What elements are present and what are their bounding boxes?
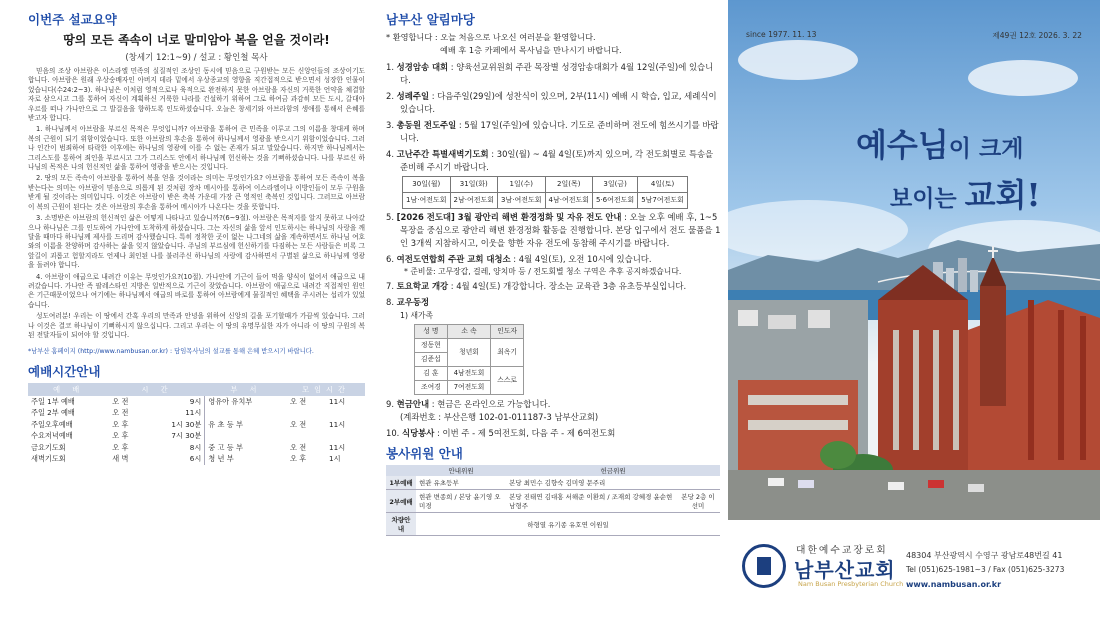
schedule-day: 2일(목) [545, 177, 593, 193]
notice-body: : 오늘 오후 예배 후, 1~5목장을 중심으로 광안리 해변 환경정화 활동을 진행합니다. 본당 입구에서 전도 물품을 1인 3개씩 지참하시고, 이웃을 향한 자유 전도에 동참해 주시기를 바랍니다. [400, 212, 721, 248]
notice-body: : 30일(월) ~ 4월 4일(토)까지 있으며, 각 전도회별로 특송을 준비해 주시기 바랍니다. [400, 149, 714, 172]
table-row [28, 419, 365, 430]
worship-name: 주일 1부 예배 [31, 397, 75, 407]
notice-heading: 성경암송 대회 [396, 62, 449, 72]
volunteer-offer: 본당 최민수 김향숙 김미영 문주리 [506, 476, 720, 490]
worship-period: 새 벽 [112, 454, 129, 464]
worship-time: 6시 [189, 454, 202, 464]
sermon-column [28, 10, 365, 465]
notice-heading: 총동원 전도주일 [396, 120, 457, 130]
church-address: 48304 부산광역시 수영구 광남로48번길 41 [906, 551, 1063, 560]
account-number: (계좌번호 : 부산은행 102-01-011187-3 남부산교회) [400, 412, 599, 422]
worship-name: 주일 2부 예배 [31, 408, 75, 418]
notice-heading: 현금안내 [396, 399, 430, 409]
notice-number: 6. [386, 254, 394, 264]
notice-number: 10. [386, 428, 400, 438]
table-row [28, 453, 365, 464]
issue-number: 제49권 12호 2026. 3. 22 [992, 31, 1082, 40]
schedule-group: 1남·여전도회 [403, 193, 451, 209]
member-name: 김준섭 [415, 353, 448, 367]
notice-heading: 여전도연합회 주관 교회 대청소 [396, 254, 511, 264]
notice-body: : 다음주일(29일)에 성찬식이 있으며, 2부(11시) 예배 시 학습, 입교, 세례식이 있습니다. [400, 91, 717, 114]
church-name: 남부산교회 [794, 558, 896, 582]
member-group: 청년회 [447, 339, 491, 367]
volunteer-offer: 본당 진태연 김대홍 서해준 이환희 / 조재희 강혜경 윤순현 남형주 [506, 490, 676, 513]
dept-name: 청 년 부 [205, 453, 287, 464]
schedule-day: 4일(토) [638, 177, 688, 193]
table-row [415, 339, 524, 353]
worship-name: 새벽기도회 [31, 454, 66, 464]
table-row [415, 325, 524, 339]
worship-time: 7시 30분 [171, 431, 202, 441]
notice-number: 1. [386, 62, 394, 72]
sermon-paragraph: 3. 소명받은 아브람의 헌신적인 삶은 어떻게 나타나고 있습니까?(6~9절). 아브람은 목적지를 알지 못하고 나아갔으나 하나님은 그를 인도하여 가나안에 도착하게 하셨습니다. 그는 자신의 삶을 앞서 인도하시는 하나님의 사랑을 깨달을 때마다 하나님께 제사를 드리며 감사했습니다. 특히 정착한 곳이 없는 나그네의 삶을 계속하면서도 하나님 여호와의 이름을 찬양하며 감사하는 삶을 잊지 않았습니다. 주님의 부르심에 헌신하기를 다짐하는 모든 사람들은 비록 그 앞길이 괴롭고 험할지라도 언제나 최인된 나를 불러주신 하나님의 사랑에 감사하면서 구별된 삶으로 하나님께 영광을 돌려야 합니다. [28, 214, 365, 270]
schedule-group: 3남·여전도회 [498, 193, 546, 209]
volunteer-header: 안내위원 [416, 465, 506, 476]
church-phone: Tel (051)625-1981~3 / Fax (051)625-3273 [906, 565, 1065, 574]
notice-item [386, 253, 722, 266]
table-row [28, 431, 365, 442]
worship-time: 8시 [189, 442, 202, 452]
notice-note: * 준비물: 고무장갑, 걸레, 양치마 등 / 전도회별 청소 구역은 추후 공지하겠습니다. [404, 267, 682, 276]
prayer-schedule-table [402, 176, 688, 209]
schedule-day: 31일(화) [450, 177, 498, 193]
dept-name: 영유아 유치부 [205, 396, 287, 407]
welcome-line: * 환영합니다 : 오늘 처음으로 나오신 여러분을 환영합니다. [386, 32, 596, 42]
notice-item [386, 296, 722, 309]
members-subtitle: 1) 새가족 [400, 311, 434, 320]
sermon-section-title: 이번주 설교요약 [28, 12, 117, 27]
notice-item [386, 61, 722, 87]
dept-time: 1시 [329, 454, 341, 464]
volunteer-extra: 본당 2층 이선미 [676, 490, 720, 513]
new-members-table [414, 324, 524, 395]
notice-heading: 교우동정 [396, 297, 430, 307]
notice-item [386, 211, 722, 250]
worship-time: 11시 [185, 408, 202, 418]
notice-number: 2. [386, 91, 394, 101]
table-row [386, 465, 720, 476]
sermon-paragraph: 성도여러분! 우리는 이 땅에서 간혹 우리의 만족과 안녕을 위하여 신앙의 길을 포기할때가 가끔씩 있습니다. 그러나 이것은 결코 하나님이 기뻐하시지 않으십니다. 그리고 우리는 이 땅의 유명무실한 자가 아니라 이 땅의 구원의 복된 전달자들이 되어야 할 것입니다. [28, 312, 365, 339]
slogan-word: 교회! [964, 176, 1041, 214]
header-worship: 예 배 [28, 383, 109, 396]
table-row [403, 177, 688, 193]
homepage-footnote: *남부산 홈페이지 (http://www.nambusan.or.kr) : 담임목사님의 설교를 통해 은혜 받으시기 바랍니다. [28, 348, 314, 356]
notice-heading: 토요학교 개강 [396, 281, 449, 291]
sermon-paragraph: 믿음의 조상 아브람은 이스라엘 민족의 실질적인 조상인 동시에 믿음으로 구원받는 모든 신앙인들의 조상이기도 합니다. 아브람은 원래 우상숭배자인 아버지 데라 밑에서 우상종교의 영향을 직간접적으로 받으면서 성장한 인물이었습니다(수24:2~3). 하나님은 이처럼 영적으로나 육적으로 완전하지 못한 아브람을 자신의 거룩한 언약을 체결할 자로 삼으시고 그를 통하여 자신이 계획하신 거룩한 나라를 건설하기 위하여 그로 하여금 과감히 모든 도시, 갈대아 우르를 떠나 가나안으로 그 발걸음을 향하도록 인도하셨습니다. 오늘은 창세기와 아브라함의 생애를 통해서 은혜를 받고자 합니다. [28, 67, 365, 123]
header-meeting: 모임시간 [287, 383, 365, 396]
denomination-name: 대한예수교장로회 [796, 545, 888, 556]
table-row [386, 513, 720, 536]
dept-period [287, 408, 326, 419]
notice-number: 5. [386, 212, 394, 222]
notice-body: : 양육선교위원회 주관 목장별 성경암송대회가 4월 12일(주일)에 있습니다. [400, 62, 714, 85]
worship-period: 오 후 [112, 431, 129, 441]
worship-time: 1시 30분 [171, 419, 202, 429]
worship-section-title: 예배시간안내 [28, 364, 101, 380]
dept-period: 오 전 [290, 397, 307, 407]
sermon-title: 땅의 모든 족속이 너로 말미암아 복을 얻을 것이라! [63, 33, 330, 47]
notice-body: : 이번 주 - 제 5여전도회, 다음 주 - 제 6여전도회 [434, 428, 616, 438]
worship-period: 오 전 [112, 408, 129, 418]
table-row [28, 396, 365, 407]
dept-time: 11시 [329, 419, 346, 429]
notice-heading: 식당봉사 [402, 428, 435, 438]
sermon-paragraph: 1. 하나님께서 아브람을 부르신 목적은 무엇입니까? 아브람을 통하여 큰 민족을 이루고 그의 이름을 창대케 하며 복의 근원이 되기 위함이었습니다. 또한 아브람의 후손을 통하여 하나님께서 영광을 받으시기 위함이었습니다. 그러나 인간이 범죄하여 타락한 이후에는 하나님의 영광에 이를 수 없는 존재가 되고 말았습니다. 하지만 하나님께서는 그리스도를 통하여 죄인을 부르시고 그가 그리스도 안에서 하나님께 헌신하는 것을 기뻐하셨습니다. 나를 부르신 하나님의 목적은 나의 헌신적인 삶을 통하여 영광을 받으시는 것입니다. [28, 125, 365, 172]
volunteer-guide: 현관 변종희 / 본당 윤기영 오미경 [416, 490, 506, 513]
volunteer-label: 2부예배 [386, 490, 416, 513]
sermon-reference: (창세기 12:1~9) / 설교 : 황인철 목사 [125, 53, 268, 63]
cover-panel [728, 0, 1100, 625]
cross-icon [757, 557, 771, 575]
volunteer-header-blank [386, 465, 416, 476]
dept-name [205, 408, 287, 419]
dept-period: 오 전 [290, 419, 307, 429]
table-row [386, 490, 720, 513]
notice-number: 9. [386, 399, 394, 409]
church-english-name: Nam Busan Presbyterian Church [798, 580, 904, 588]
sermon-paragraph: 4. 아브람이 애굽으로 내려간 이유는 무엇인가요?(10절). 가나안에 기근이 들어 먹을 양식이 없어서 애굽으로 내려갔습니다. 가나안 즉 팔레스타인 지방은 일반적으로 기근이 잦았습니다. 아브람이 애굽으로 내려간 직접적인 원인은 기근때문이었으나 여기에는 하나님께서 애굽의 바로를 통하여 아브람에게 물질적인 혜택을 주시려는 섭리가 있었습니다. [28, 272, 365, 309]
dept-name: 유 초 등 부 [205, 419, 287, 430]
volunteer-guide: 하형열 유기종 유호연 이원일 [416, 513, 720, 536]
volunteer-guide: 현관 유초등부 [416, 476, 506, 490]
notice-heading: 성례주일 [396, 91, 430, 101]
worship-table [28, 383, 365, 464]
member-guide: 최옥기 [491, 339, 524, 367]
worship-period: 오 전 [112, 397, 129, 407]
notice-item [386, 427, 722, 440]
notice-column [386, 10, 722, 536]
notice-heading: 고난주간 특별새벽기도회 [396, 149, 489, 159]
dept-period: 오 전 [290, 442, 307, 452]
notice-item [386, 398, 722, 411]
notice-body: : 5월 17일(주일)에 있습니다. 기도로 준비하며 전도에 힘쓰시기를 바랍니다. [400, 120, 719, 143]
church-seal-icon [742, 544, 786, 588]
dept-name [205, 431, 287, 442]
table-row [28, 408, 365, 419]
members-header: 인도자 [491, 325, 524, 339]
notice-number: 8. [386, 297, 394, 307]
schedule-day: 30일(월) [403, 177, 451, 193]
table-row [415, 367, 524, 381]
worship-period: 오 후 [112, 419, 129, 429]
notice-number: 7. [386, 281, 394, 291]
dept-time [326, 431, 365, 442]
volunteer-header: 헌금위원 [506, 465, 720, 476]
schedule-day: 1일(수) [498, 177, 546, 193]
member-group: 4남전도회 [447, 367, 491, 381]
church-website-link[interactable]: www.nambusan.or.kr [906, 580, 1002, 589]
worship-period: 오 후 [112, 442, 129, 452]
schedule-group: 2남·여전도회 [450, 193, 498, 209]
notice-section-title: 남부산 알림마당 [386, 12, 475, 27]
member-group: 7여전도회 [447, 381, 491, 395]
worship-name: 수요저녁예배 [31, 431, 73, 441]
dept-period [287, 431, 326, 442]
notice-item [386, 90, 722, 116]
dept-name: 중 고 등 부 [205, 442, 287, 453]
notice-item [386, 119, 722, 145]
church-info-footer [728, 520, 1100, 625]
member-name: 정동현 [415, 339, 448, 353]
dept-time: 11시 [329, 442, 346, 452]
notice-list [386, 61, 722, 440]
dept-time: 11시 [329, 397, 346, 407]
church-illustration [728, 0, 1100, 520]
dept-period: 오 후 [290, 454, 307, 464]
worship-name: 주일오후예배 [31, 419, 73, 429]
welcome-message [386, 31, 722, 56]
sermon-paragraph: 2. 땅의 모든 족속이 아브람을 통하여 복을 얻을 것이라는 의미는 무엇인가요? 아브람을 통하여 모든 족속이 복을 받는다는 의미는 아브람이 믿음으로 의롭게 된 것처럼 장차 메시아를 통하여 이스라엘이나 이방인들이 모두 구원을 받게 될 것이라는 의미입니다. 이것은 아브람이 받은 축복 가운데 가장 큰 영적인 축복인 것입니다. 그러므로 아브람이 복의 근원이 된다는 것은 아브람의 후손을 통하여 메시아가 나온다는 것을 뜻합니다. [28, 174, 365, 211]
cover-image [728, 0, 1100, 520]
volunteer-table [386, 465, 720, 536]
members-header: 소 속 [447, 325, 491, 339]
volunteer-label: 1부예배 [386, 476, 416, 490]
schedule-day: 3일(금) [593, 177, 638, 193]
schedule-group: 4남·여전도회 [545, 193, 593, 209]
members-header: 성 명 [415, 325, 448, 339]
slogan-word: 예수님 [856, 126, 949, 164]
table-row [403, 193, 688, 209]
notice-body: : 현금은 온라인으로 가능합니다. [429, 399, 551, 409]
welcome-line: 예배 후 1층 카페에서 목사님을 만나시기 바랍니다. [440, 44, 622, 55]
member-guide: 스스로 [491, 367, 524, 395]
dept-time [326, 408, 365, 419]
notice-item [386, 280, 722, 293]
volunteer-label: 차량안내 [386, 513, 416, 536]
notice-body: : 4월 4일(토) 개강합니다. 장소는 교육관 3층 유초등부실입니다. [448, 281, 687, 291]
notice-number: 4. [386, 149, 394, 159]
since-text: since 1977. 11. 13 [746, 30, 817, 39]
schedule-group: 5남7여전도회 [638, 193, 688, 209]
slogan-word: 보이는 [890, 185, 965, 212]
notice-number: 3. [386, 120, 394, 130]
worship-name: 금요기도회 [31, 442, 66, 452]
worship-time: 9시 [189, 397, 202, 407]
volunteer-section-title: 봉사위원 안내 [386, 446, 463, 461]
notice-body: : 4월 4일(토), 오전 10시에 있습니다. [510, 254, 652, 264]
member-name: 김 훈 [415, 367, 448, 381]
table-row [386, 476, 720, 490]
schedule-group: 5·6여전도회 [593, 193, 638, 209]
notice-item [386, 148, 722, 174]
notice-heading: [2026 전도대] 3월 광안리 해변 환경정화 및 자유 전도 안내 [396, 212, 622, 222]
table-row [28, 442, 365, 453]
header-dept: 부 서 [205, 383, 287, 396]
header-time: 시 간 [109, 383, 204, 396]
member-name: 조여경 [415, 381, 448, 395]
slogan-word: 이 크게 [948, 135, 1024, 162]
